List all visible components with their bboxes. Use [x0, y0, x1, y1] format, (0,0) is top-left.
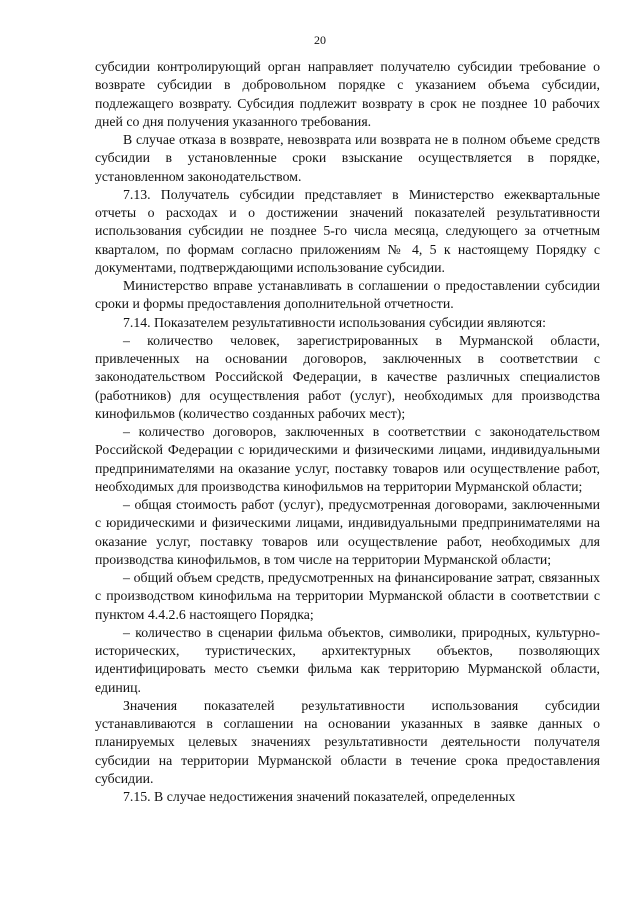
- paragraph: 7.13. Получатель субсидии представляет в Министерство ежеквартальные отчеты о расходах и о достижении значений показателей результативности использования субсидии не позднее 5-го числа месяца, следующего за отчетным кварталом, по формам согласно приложениям № 4, 5 к настоящему Порядку с документами, подтверждающими использование субсидии.: [95, 186, 600, 275]
- paragraph: Значения показателей результативности использования субсидии устанавливаются в соглашении на основании указанных в заявке данных о планируемых целевых значениях результативности деятельности получателя субсидии на территории Мурманской области в течение срока предоставления субсидии.: [95, 697, 600, 786]
- document-body: [95, 58, 600, 806]
- page-number: 20: [314, 33, 326, 47]
- list-item: – количество в сценарии фильма объектов, символики, природных, культурно-исторических, туристических, архитектурных объектов, позволяющих идентифицировать место съемки фильма как территорию Мурманской области, единиц.: [95, 624, 600, 695]
- list-item: – общая стоимость работ (услуг), предусмотренная договорами, заключенными с юридическими и физическими лицами, индивидуальными предпринимателями на оказание услуг, поставку товаров или осуществление работ, необходимых для производства кинофильмов, в том числе на территории Мурманской области;: [95, 497, 600, 567]
- list-item: – общий объем средств, предусмотренных на финансирование затрат, связанных с производством кинофильма на территории Мурманской области в соответствии с пунктом 4.4.2.6 настоящего Порядка;: [95, 570, 600, 622]
- list-item: – количество человек, зарегистрированных в Мурманской области, привлеченных на основании договоров, заключенных в соответствии с законодательством Российской Федерации, в качестве различных специалистов (работников) для осуществления работ (услуг), необходимых для производства кинофильмов (количество созданных рабочих мест);: [95, 332, 600, 421]
- paragraph: 7.14. Показателем результативности использования субсидии являются:: [123, 314, 546, 330]
- paragraph: субсидии контролирующий орган направляет получателю субсидии требование о возврате субсидии в добровольном порядке с указанием объема субсидии, подлежащего возврату. Субсидия подлежит возврату в срок не позднее 10 рабочих дней со дня получения указанного требования.: [95, 59, 600, 129]
- list-item: – количество договоров, заключенных в соответствии с законодательством Российской Федерации с юридическими и физическими лицами, индивидуальными предпринимателями на оказание услуг, поставку товаров или осуществление работ, необходимых для производства кинофильмов на территории Мурманской области;: [95, 424, 600, 494]
- paragraph: Министерство вправе устанавливать в соглашении о предоставлении субсидии сроки и формы предоставления дополнительной отчетности.: [95, 278, 600, 312]
- paragraph: 7.15. В случае недостижения значений показателей, определенных: [123, 789, 516, 804]
- paragraph: В случае отказа в возврате, невозврата или возврата не в полном объеме средств субсидии в установленные сроки взыскание осуществляется в порядке, установленном законодательством.: [95, 132, 600, 184]
